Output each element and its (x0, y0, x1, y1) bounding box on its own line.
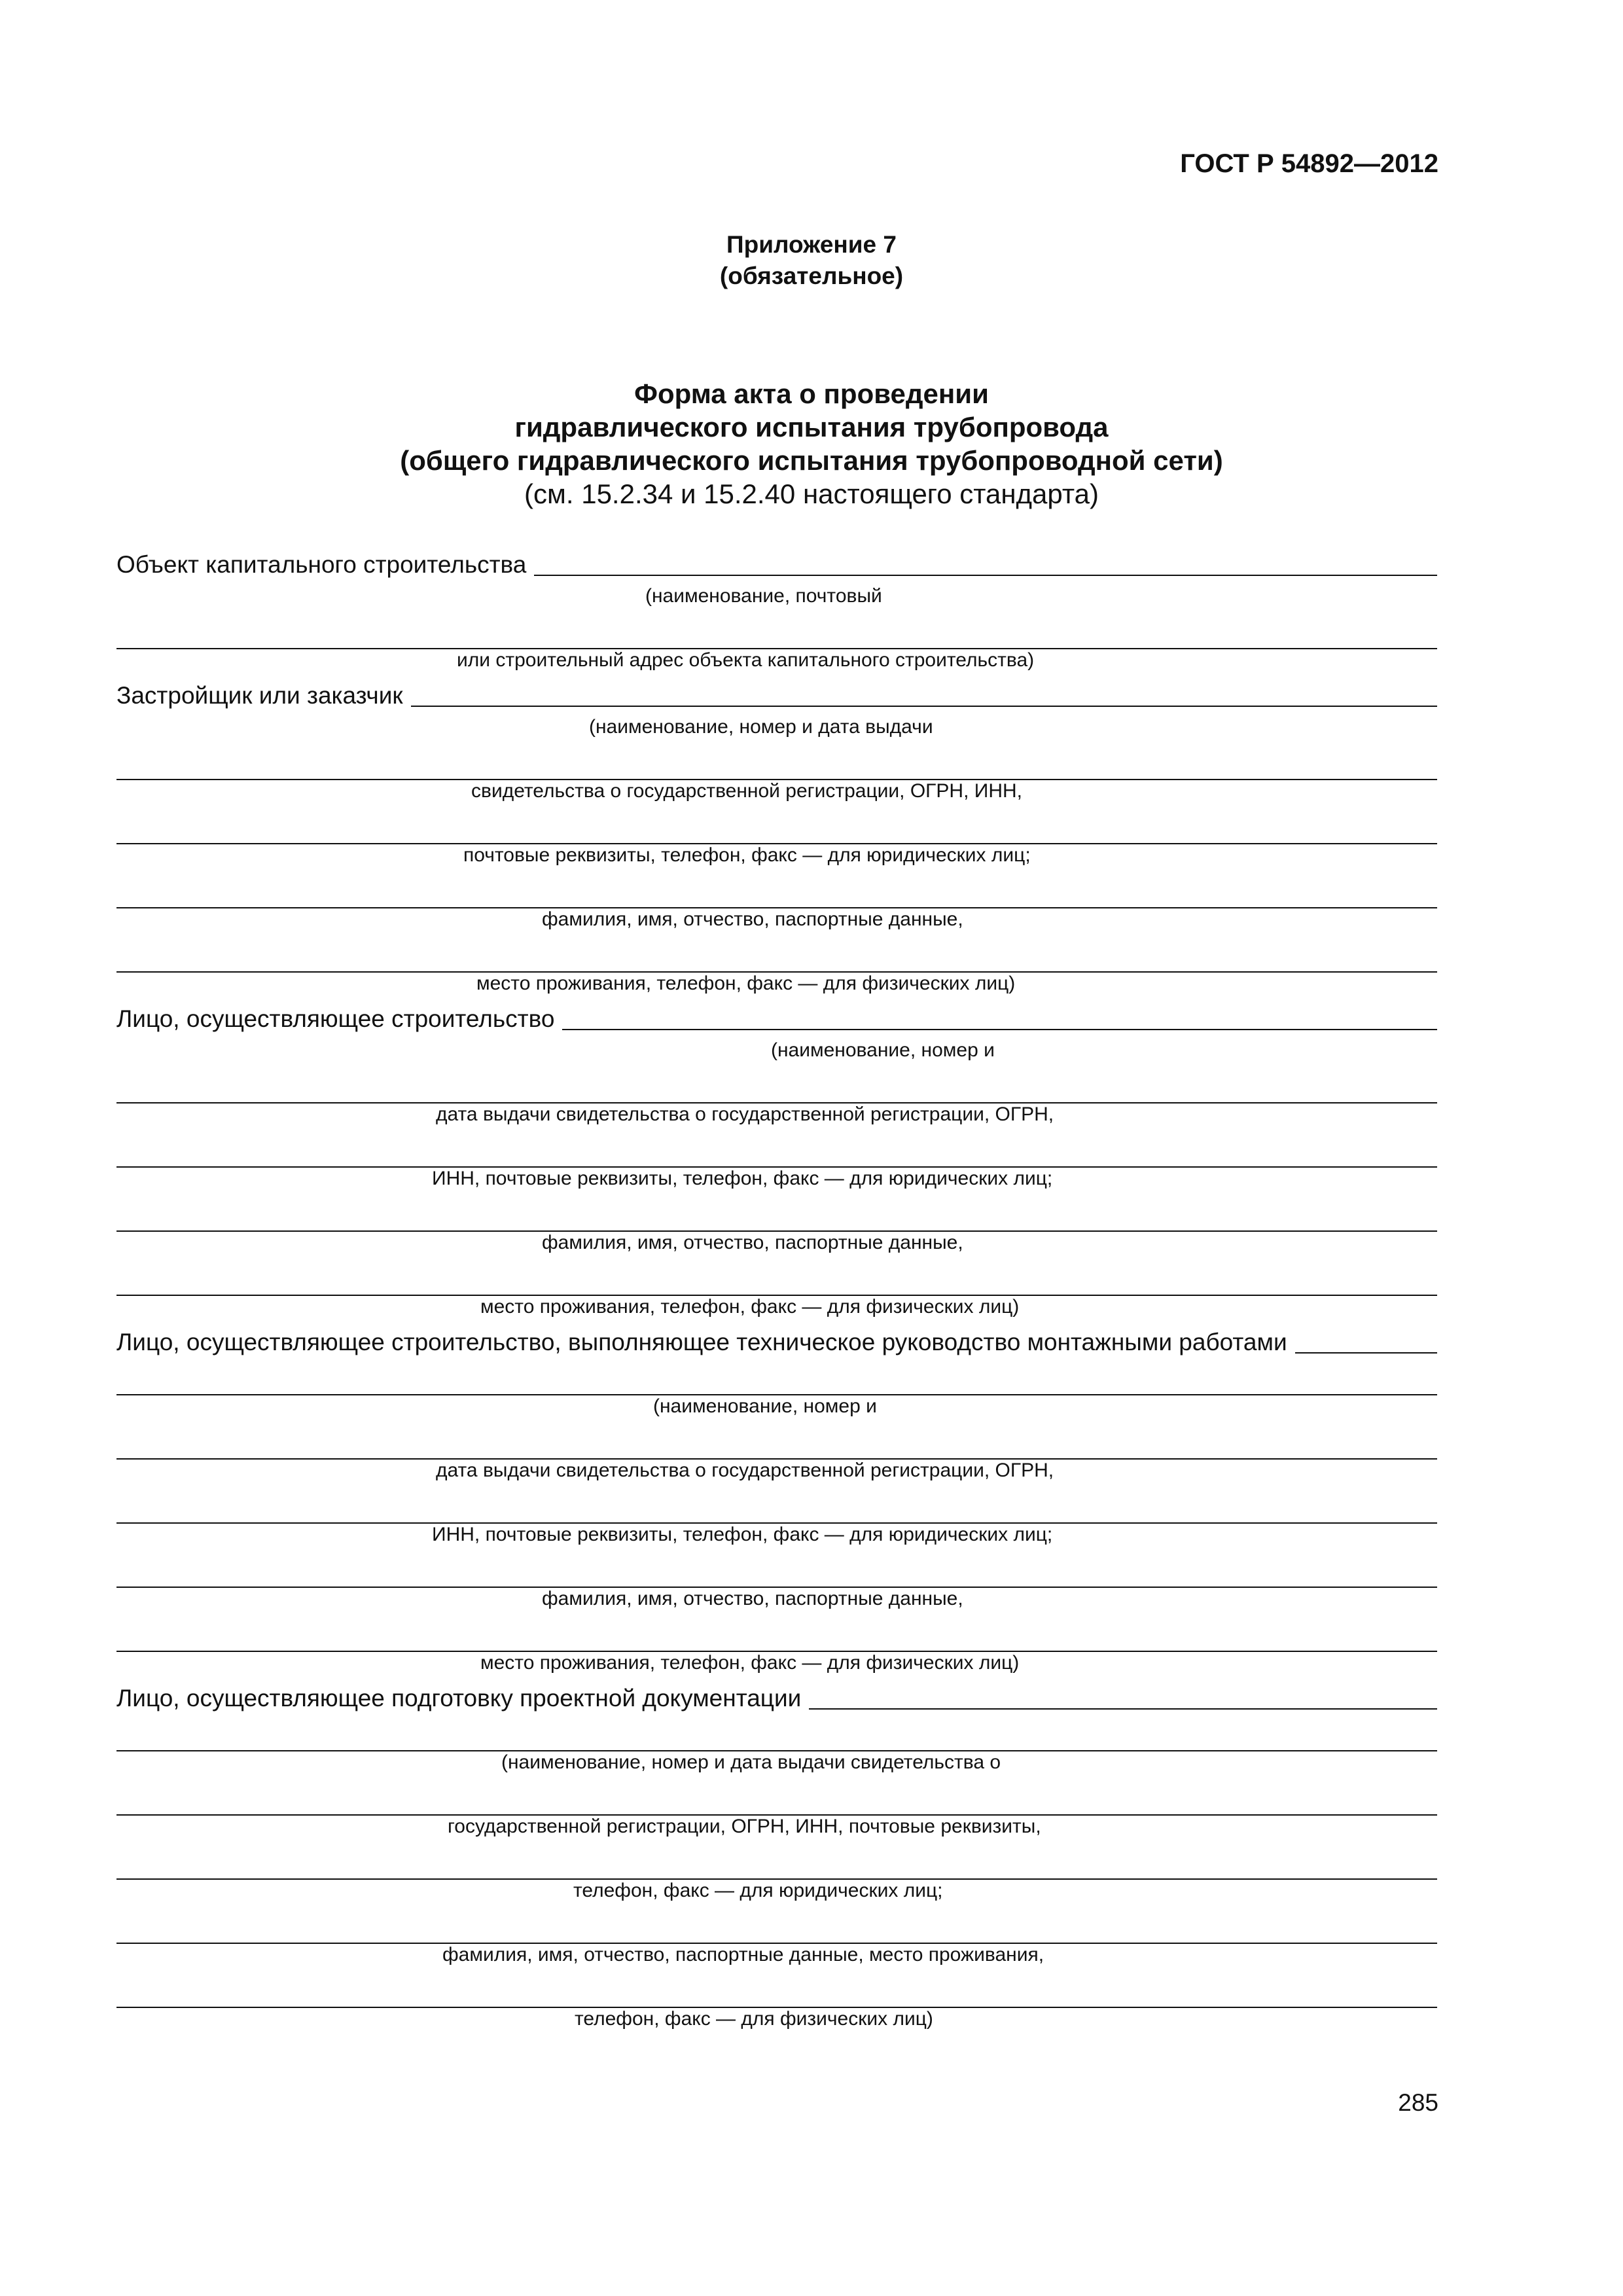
field-caption (116, 1395, 1437, 1418)
caption-text: свидетельства о государственной регистрации, ОГРН, ИНН, (471, 780, 1022, 802)
field-caption (116, 2008, 1437, 2030)
standard-code: ГОСТ Р 54892—2012 (1180, 149, 1438, 178)
builder-label: Лицо, осуществляющее строительство (116, 1008, 562, 1030)
field-caption (116, 1751, 1437, 1774)
designer-field[interactable] (116, 1687, 1437, 1710)
appendix-status: (обязательное) (719, 262, 904, 289)
tech-lead-field-continuation[interactable] (116, 1619, 1437, 1652)
builder-field-continuation[interactable] (116, 1135, 1437, 1168)
field-caption (116, 649, 1437, 672)
caption-text: (наименование, номер и (653, 1395, 877, 1417)
caption-text: фамилия, имя, отчество, паспортные данные, (542, 908, 963, 930)
object-field[interactable] (116, 551, 1437, 578)
builder-field-continuation[interactable] (116, 1263, 1437, 1296)
caption-text: место проживания, телефон, факс — для физических лиц) (480, 1652, 1020, 1674)
field-caption (116, 1296, 1437, 1318)
tech-lead-field-continuation[interactable] (116, 1491, 1437, 1524)
developer-field-continuation[interactable] (116, 876, 1437, 908)
designer-label: Лицо, осуществляющее подготовку проектной документации (116, 1687, 809, 1710)
developer-field-continuation[interactable] (116, 940, 1437, 973)
form-title (0, 377, 1623, 511)
field-caption (116, 844, 1437, 867)
builder-field-continuation[interactable] (116, 1199, 1437, 1232)
tech-lead-field[interactable] (116, 1331, 1437, 1354)
caption-text: (наименование, номер и дата выдачи свидетельства о (501, 1751, 1001, 1773)
developer-field-continuation[interactable] (116, 747, 1437, 780)
form-title-line-1: Форма акта о проведении (634, 378, 989, 409)
caption-text: дата выдачи свидетельства о государственной регистрации, ОГРН, (436, 1103, 1054, 1125)
designer-field-continuation[interactable] (116, 1911, 1437, 1944)
field-caption (116, 716, 1437, 738)
form-title-reference: (см. 15.2.34 и 15.2.40 настоящего стандарта) (524, 478, 1099, 509)
builder-field[interactable] (116, 1005, 1437, 1032)
caption-text: государственной регистрации, ОГРН, ИНН, почтовые реквизиты, (448, 1816, 1041, 1837)
field-caption (116, 1232, 1437, 1254)
field-caption (116, 1524, 1437, 1546)
designer-field-continuation[interactable] (116, 1783, 1437, 1816)
caption-text: фамилия, имя, отчество, паспортные данные, (542, 1232, 963, 1253)
designer-field-continuation[interactable] (116, 1719, 1437, 1751)
caption-text: ИНН, почтовые реквизиты, телефон, факс — для юридических лиц; (432, 1168, 1053, 1189)
caption-text: телефон, факс — для юридических лиц; (573, 1880, 943, 1901)
caption-text: фамилия, имя, отчество, паспортные данные, место проживания, (442, 1944, 1044, 1965)
designer-field-continuation[interactable] (116, 1847, 1437, 1880)
field-caption (116, 1880, 1437, 1902)
field-caption (116, 1652, 1437, 1674)
field-caption (116, 973, 1437, 995)
field-caption (116, 1588, 1437, 1610)
developer-label: Застройщик или заказчик (116, 685, 411, 707)
field-caption (116, 1039, 1437, 1062)
caption-text: ИНН, почтовые реквизиты, телефон, факс — для юридических лиц; (432, 1524, 1053, 1545)
field-caption (116, 1103, 1437, 1126)
caption-text: почтовые реквизиты, телефон, факс — для юридических лиц; (463, 844, 1031, 866)
form-title-line-2: гидравлического испытания трубопровода (514, 412, 1109, 442)
act-form (116, 551, 1437, 2039)
field-caption (116, 1168, 1437, 1190)
field-caption (116, 908, 1437, 931)
tech-lead-field-continuation[interactable] (116, 1363, 1437, 1395)
caption-text: место проживания, телефон, факс — для физических лиц) (480, 1296, 1020, 1318)
appendix-title: Приложение 7 (726, 231, 897, 258)
designer-field-continuation[interactable] (116, 1975, 1437, 2008)
tech-lead-field-continuation[interactable] (116, 1555, 1437, 1588)
caption-text: место проживания, телефон, факс — для физических лиц) (476, 973, 1016, 994)
tech-lead-label: Лицо, осуществляющее строительство, выполняющее техническое руководство монтажными работами (116, 1331, 1295, 1354)
field-caption (116, 1944, 1437, 1966)
developer-field[interactable] (116, 682, 1437, 709)
page-number: 285 (1398, 2089, 1438, 2116)
field-caption (116, 1816, 1437, 1838)
field-caption (116, 780, 1437, 802)
form-title-line-3: (общего гидравлического испытания трубопроводной сети) (400, 445, 1223, 476)
caption-text: или строительный адрес объекта капитального строительства) (457, 649, 1035, 671)
builder-field-continuation[interactable] (116, 1071, 1437, 1103)
object-field-continuation[interactable] (116, 617, 1437, 649)
caption-text: дата выдачи свидетельства о государственной регистрации, ОГРН, (436, 1460, 1054, 1481)
object-label: Объект капитального строительства (116, 554, 534, 576)
tech-lead-field-continuation[interactable] (116, 1427, 1437, 1460)
caption-text: (наименование, номер и (771, 1039, 995, 1061)
field-caption (116, 1460, 1437, 1482)
field-caption (116, 585, 1437, 607)
caption-text: (наименование, почтовый (645, 585, 882, 607)
caption-text: телефон, факс — для физических лиц) (575, 2008, 933, 2030)
caption-text: (наименование, номер и дата выдачи (589, 716, 933, 738)
caption-text: фамилия, имя, отчество, паспортные данные, (542, 1588, 963, 1609)
developer-field-continuation[interactable] (116, 812, 1437, 844)
